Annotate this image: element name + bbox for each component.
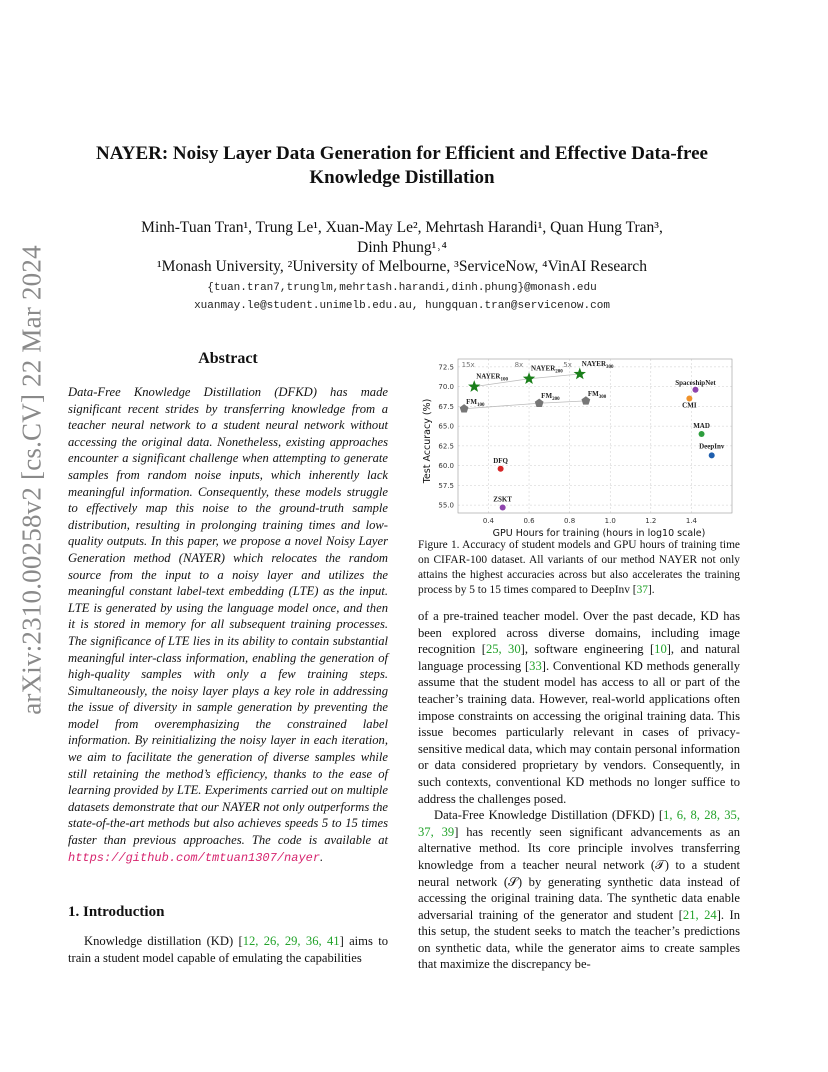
y-tick-label: 65.0: [438, 422, 454, 431]
point-nayer-200: [523, 372, 535, 384]
point-label-zskt: ZSKT: [493, 495, 512, 504]
p1-text-3: ], and natural language processing [: [418, 642, 740, 673]
email-line-1: {tuan.tran7,trunglm,mehrtash.harandi,dinh.phung}@monash.edu: [207, 282, 597, 294]
p1-text-4: ]. Conventional KD methods generally assume that the student model has access to all or part of the teacher’s training data. However, real-world applications often impose constraints on accessing the original training data. This issue becomes particularly relevant in cases of privacy-sensitive medical data, which may contain personal information or data considered proprietary by vendors. Consequently, in such contexts, conventional KD methods no longer suffice to address the challenges posed.: [418, 658, 740, 806]
author-list: [70, 218, 734, 258]
point-label-cmi: CMI: [682, 401, 697, 410]
point-label-subscript: 300: [598, 394, 607, 400]
paragraph-kd-overview: [418, 608, 740, 807]
point-label-spaceshipnet: SpaceshipNet: [675, 378, 716, 387]
point-label-nayer-200: $NAYER_{200}$: [531, 364, 563, 375]
x-tick-label: 0.4: [482, 517, 495, 525]
y-tick-label: 72.5: [438, 363, 454, 372]
x-axis-label: GPU Hours for training (hours in log10 scale): [492, 528, 706, 539]
point-label-mad: MAD: [693, 422, 710, 431]
point-label-subscript: 100: [500, 377, 508, 383]
y-tick-label: 67.5: [438, 402, 454, 411]
speedup-note: 5x: [563, 361, 572, 369]
speedup-note: 15x: [461, 361, 475, 369]
email-block: [70, 279, 734, 315]
point-label-subscript: 100: [476, 402, 485, 408]
citation-link[interactable]: 1, 6, 8, 28, 35, 37, 39: [418, 808, 740, 839]
abstract-heading: Abstract: [198, 350, 258, 367]
citation-link[interactable]: 12, 26, 29, 36, 41: [242, 934, 340, 948]
accuracy-vs-gpu-hours-chart: [420, 345, 740, 540]
paper-title: NAYER: Noisy Layer Data Generation for Efficient and Effective Data-free Knowledge Distillation: [96, 143, 708, 188]
x-tick-label: 1.2: [645, 517, 657, 525]
point-label-fm-300: $FM_{300}$: [587, 389, 607, 400]
y-tick-label: 60.0: [438, 462, 454, 471]
p1-text-2: ], software engineering [: [520, 642, 655, 657]
caption-text: Figure 1. Accuracy of student models and GPU hours of training time on CIFAR-100 dataset. All variants of our method NAYER not only attains the highest accuracies across but also accelerates the training process by 5 to 15 times compared to DeepInv [: [418, 539, 740, 596]
point-label-fm-200: $FM_{200}$: [541, 392, 560, 403]
fm-trend-line: [539, 401, 586, 403]
abstract-text: Data-Free Knowledge Distillation (DFKD) has made significant recent strides by transferring knowledge from a teacher neural network to a student neural network without accessing the original data. Nonetheless, existing approaches encounter a significant challenge when attempting to generate samples from random noise inputs, which inherently lack meaningful information. Consequently, these models struggle to effectively map this noise to the ground-truth sample distribution, resulting in prolonging training times and low-quality outputs. In this paper, we propose a novel Noisy Layer Generation method (NAYER) which relocates the random source from the input to a noisy layer and utilizes the meaningful constant label-text embedding (LTE) as the input. LTE is generated by using the language model once, and then it is stored in memory for all subsequent training processes. The significance of LTE lies in its ability to contain substantial meaningful inter-class information, enabling the generation of high-quality samples with only a few training steps. Simultaneously, the noisy layer plays a key role in addressing the issue of diversity in sample generation by preventing the model from overemphasizing the constrained label information. By reinitializing the noisy layer in each iteration, we aim to facilitate the generation of diverse samples while still retaining the method’s efficiency, thanks to the ease of learning provided by LTE. Experiments carried out on multiple datasets demonstrate that our NAYER not only outperforms the state-of-the-art methods but also achieves speeds 5 to 15 times faster than previous approaches. The code is available at: [68, 385, 388, 848]
speedup-note: 8x: [514, 361, 524, 369]
right-column-text: [418, 608, 740, 973]
x-tick-label: 0.8: [564, 517, 576, 525]
author-line-1: Minh-Tuan Tran¹, Trung Le¹, Xuan-May Le², Mehrtash Harandi¹, Quan Hung Tran³,: [141, 219, 663, 236]
point-mad: [699, 431, 705, 437]
x-tick-label: 1.0: [604, 517, 616, 525]
point-label-nayer-300: $NAYER_{300}$: [581, 360, 614, 371]
x-tick-label: 1.4: [685, 517, 697, 525]
abstract-body: [68, 384, 388, 866]
y-axis-label: Test Accuracy (%): [422, 398, 433, 484]
point-zskt: [500, 504, 506, 510]
author-line-2: Dinh Phung¹˒⁴: [357, 239, 447, 256]
figure-1-caption: [418, 538, 740, 598]
paragraph-dfkd: [418, 807, 740, 973]
intro-text-2: ] aims to train a student model capable of emulating the capabilities: [68, 934, 388, 965]
point-label-subscript: 200: [552, 397, 560, 403]
figure-1-chart: [420, 345, 740, 540]
arxiv-sidebar-stamp: [4, 245, 60, 715]
y-tick-label: 70.0: [438, 383, 454, 392]
citation-link[interactable]: 10: [654, 642, 667, 657]
point-nayer-100: [468, 380, 480, 392]
point-nayer-300: [574, 368, 586, 380]
y-tick-label: 62.5: [438, 442, 454, 451]
y-tick-label: 55.0: [438, 501, 454, 510]
point-label-subscript: 200: [555, 369, 563, 375]
point-spaceshipnet: [692, 387, 698, 393]
mark-layer: [460, 360, 725, 510]
p2-text-2: ] has recently seen significant advancements as an alternative method. Its core principle involves transferring knowledge from a teacher neural network (𝒯) to a student neural network (𝒮) by generating synthetic data instead of accessing the original training data. The synthetic data enable adversarial training of the generator and student [: [418, 824, 741, 922]
section-heading-introduction: 1. Introduction: [68, 904, 165, 920]
p2-text-3: ]. In this setup, the student seeks to match the teacher’s predictions on synthetic data, while the generator aims to create samples that maximize the discrepancy be-: [418, 907, 741, 972]
abstract-end: .: [320, 849, 324, 864]
arxiv-identifier: arXiv:2310.00258v2 [cs.CV] 22 Mar 2024: [16, 245, 47, 715]
code-link[interactable]: https://github.com/tmtuan1307/nayer: [68, 850, 321, 865]
point-dfq: [498, 466, 504, 472]
point-label-nayer-100: $NAYER_{100}$: [476, 372, 508, 383]
caption-end: ].: [647, 584, 655, 596]
intro-text-1: Knowledge distillation (KD) [: [84, 934, 243, 948]
email-line-2: xuanmay.le@student.unimelb.edu.au, hungquan.tran@servicenow.com: [194, 300, 610, 312]
citation-link[interactable]: 25, 30: [485, 642, 521, 657]
point-label-dfq: DFQ: [493, 456, 509, 465]
point-label-deepinv: DeepInv: [699, 442, 725, 451]
x-tick-label: 0.6: [523, 517, 535, 525]
intro-paragraph: [68, 933, 388, 966]
p2-text-1: Data-Free Knowledge Distillation (DFKD) [: [434, 808, 664, 823]
point-label-subscript: 300: [606, 365, 614, 371]
citation-link[interactable]: 21, 24: [682, 907, 717, 922]
y-tick-label: 57.5: [438, 481, 454, 490]
caption-citation[interactable]: 37: [636, 584, 648, 596]
point-deepinv: [709, 452, 715, 458]
point-label-fm-100: $FM_{100}$: [466, 397, 485, 408]
affiliations: ¹Monash University, ²University of Melbourne, ³ServiceNow, ⁴VinAI Research: [157, 258, 647, 275]
citation-link[interactable]: 33: [529, 658, 542, 673]
p1-text-1: of a pre-trained teacher model. Over the past decade, KD has been explored across diverse domains, including image recognition [: [418, 609, 740, 657]
